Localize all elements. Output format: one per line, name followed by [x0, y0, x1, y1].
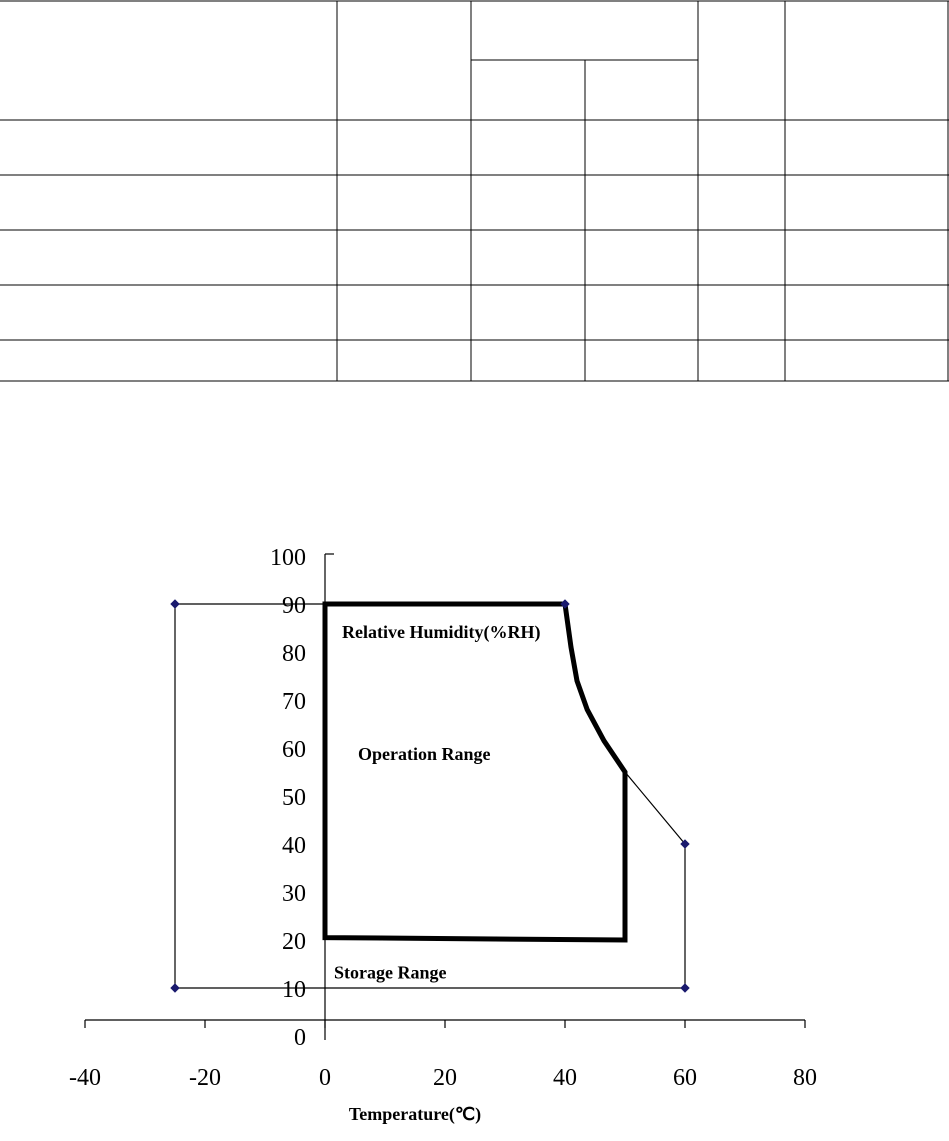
y-tick-label: 0	[294, 1025, 306, 1051]
y-tick-label: 30	[282, 881, 306, 907]
y-tick-label: 60	[282, 737, 306, 763]
x-axis-title: Temperature(℃)	[348, 1104, 482, 1124]
spec-table	[0, 0, 949, 382]
x-tick-label: 40	[553, 1065, 577, 1091]
data-point-marker	[681, 984, 689, 992]
y-tick-label: 40	[282, 833, 306, 859]
data-point-marker	[171, 984, 179, 992]
x-tick-label: -40	[69, 1065, 101, 1091]
x-tick-label: 0	[319, 1065, 331, 1091]
plot-lines	[175, 604, 685, 988]
x-tick-label: 80	[793, 1065, 817, 1091]
y-axis-title: Relative Humidity(%RH)	[342, 622, 541, 642]
y-tick-label: 100	[270, 545, 306, 571]
y-tick-label: 80	[282, 641, 306, 667]
data-point-marker	[171, 600, 179, 608]
operation-range-label: Operation Range	[358, 744, 491, 764]
y-tick-label: 70	[282, 689, 306, 715]
operation-range-outline	[325, 604, 625, 940]
y-tick-label: 90	[282, 593, 306, 619]
storage-range-outline	[175, 604, 685, 988]
y-tick-label: 10	[282, 977, 306, 1003]
markers	[171, 600, 689, 992]
humidity-temperature-chart	[0, 545, 949, 1141]
y-tick-label: 50	[282, 785, 306, 811]
x-tick-label: 60	[673, 1065, 697, 1091]
x-tick-label: -20	[189, 1065, 221, 1091]
y-tick-label: 20	[282, 929, 306, 955]
x-tick-label: 20	[433, 1065, 457, 1091]
storage-range-label: Storage Range	[334, 962, 447, 983]
